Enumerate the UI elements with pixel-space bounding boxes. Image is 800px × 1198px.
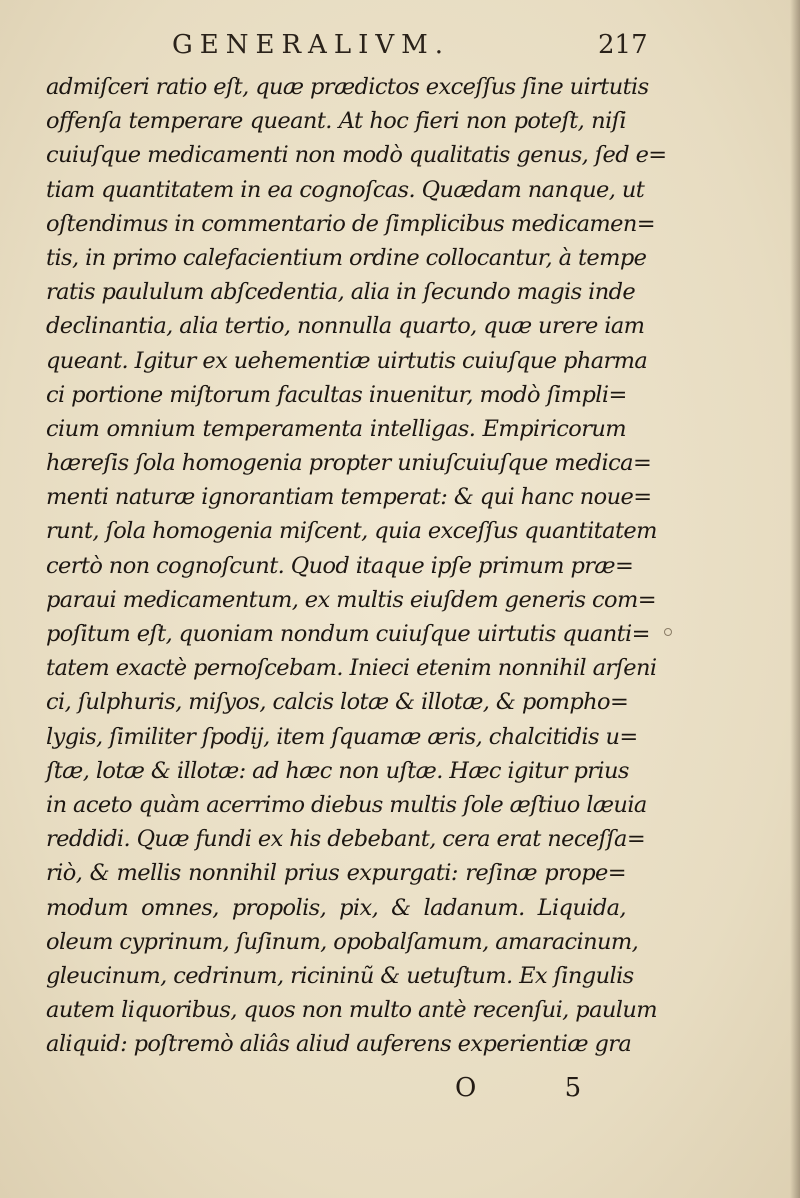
text-line: cium omnium temperamenta intelligas. Empiricorum <box>46 415 626 442</box>
text-line: cuiuſque medicamenti non modò qualitatis genus, ſed e= <box>46 142 667 169</box>
running-head: GENERALIVM. <box>172 30 451 60</box>
text-line: ſtæ, lotæ & illotæ: ad hæc non uſtæ. Hæc igitur prius <box>46 757 629 784</box>
margin-speck <box>664 628 672 636</box>
text-line: autem liquoribus, quos non multo antè recenſui, paulum <box>46 997 658 1024</box>
text-line: admiſceri ratio eſt, quæ prædictos exceſſus ſine uirtutis <box>46 74 649 100</box>
text-line: poſitum eſt, quoniam nondum cuiuſque uirtutis quanti= <box>46 621 650 647</box>
text-line: modum omnes, propolis, pix, & ladanum. Liquida, <box>46 894 626 921</box>
body-text <box>46 70 667 1061</box>
page-edge-shadow <box>790 0 800 1198</box>
text-line: offenſa temperare queant. At hoc fieri non poteſt, niſi <box>46 108 626 135</box>
text-line: certò non cognoſcunt. Quod itaque ipſe primum præ= <box>46 552 634 579</box>
text-line: oſtendimus in commentario de ſimplicibus medicamen= <box>46 210 655 237</box>
page-number: 217 <box>598 30 648 60</box>
text-line: tatem exactè pernoſcebam. Inieci etenim nonnihil arſeni <box>46 655 657 682</box>
text-line: hæreſis ſola homogenia propter uniuſcuiuſque medica= <box>46 450 652 477</box>
text-line: riò, & mellis nonnihil prius expurgati: reſinæ prope= <box>46 860 626 887</box>
text-line: ci portione miſtorum facultas inuenitur, modò ſimpli= <box>46 381 627 408</box>
text-line: in aceto quàm acerrimo diebus multis ſole æſtiuo læuia <box>46 791 647 818</box>
text-line: menti naturæ ignorantiam temperat: & qui hanc noue= <box>46 484 652 511</box>
text-line: oleum cyprinum, ſuſinum, opobalſamum, amaracinum, <box>46 928 639 955</box>
text-line: reddidi. Quæ fundi ex his debebant, cera erat neceſſa= <box>46 826 646 853</box>
text-line: tis, in primo calefacientium ordine collocantur, à tempe <box>46 244 647 271</box>
text-line: paraui medicamentum, ex multis eiuſdem generis com= <box>46 586 656 613</box>
text-line: ratis paululum abſcedentia, alia in ſecundo magis inde <box>46 279 636 306</box>
text-line: ci, ſulphuris, miſyos, calcis lotæ & illotæ, & pompho= <box>46 689 629 716</box>
signature-mark: O 5 <box>455 1073 622 1103</box>
text-line: declinantia, alia tertio, nonnulla quarto, quæ urere iam <box>46 313 645 340</box>
text-line: queant. Igitur ex uehementiæ uirtutis cuiuſque pharma <box>46 347 648 374</box>
text-line: gleucinum, cedrinum, ricininũ & uetuſtum. Ex ſingulis <box>46 962 634 989</box>
text-line: runt, ſola homogenia miſcent, quia exceſſus quantitatem <box>46 518 657 545</box>
text-line: aliquid: poſtremò aliâs aliud auferens experientiæ gra <box>46 1031 632 1058</box>
text-line: tiam quantitatem in ea cognoſcas. Quædam nanque, ut <box>46 176 645 203</box>
text-line: lygis, ſimiliter ſpodij, item ſquamæ æris, chalcitidis u= <box>46 723 638 750</box>
